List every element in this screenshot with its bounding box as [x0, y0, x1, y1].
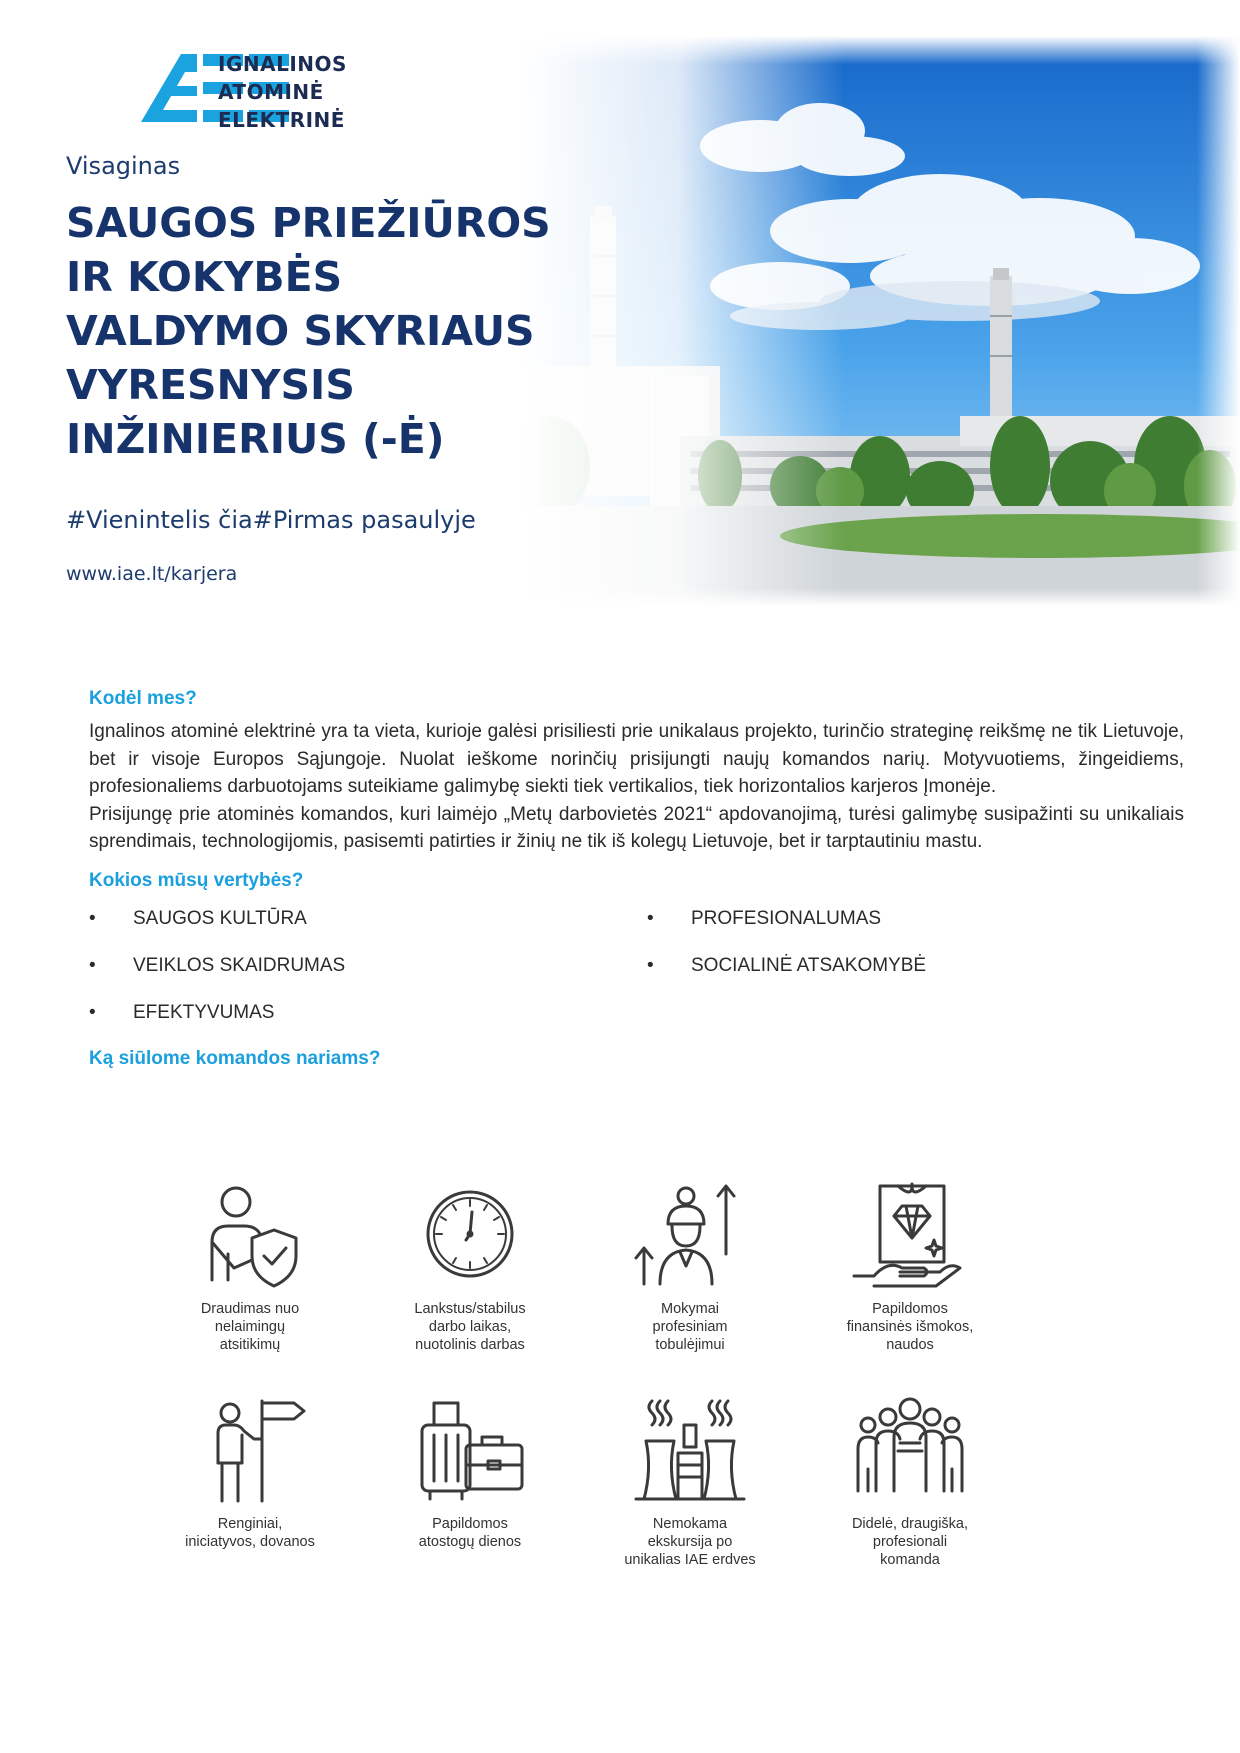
- benefit-label-line: komanda: [880, 1552, 940, 1568]
- team-icon: [850, 1395, 970, 1505]
- benefit-label: [590, 1515, 790, 1569]
- benefit-label-line: Nemokama: [652, 1516, 728, 1532]
- why-us-paragraph: Prisijungę prie atominės komandos, kuri laimėjo „Metų darbovietės 2021“ apdovanojimą, turėsi galimybę susipažinti su unikaliais sprendimais, technologijomis, pasisemti patirties ir žinių ne tik iš kolegų Lietuvoje, bet ir tarptautiniu mastu.: [89, 803, 1184, 852]
- training-icon: [630, 1180, 750, 1290]
- benefit-item: [810, 1180, 1010, 1354]
- benefit-label-line: atostogų dienos: [418, 1534, 522, 1550]
- hashtag: #Vienintelis čia#Pirmas pasaulyje: [66, 506, 476, 534]
- benefit-label-line: Lankstus/stabilus: [414, 1301, 526, 1317]
- bullet: •: [89, 1001, 96, 1023]
- benefit-label-line: Papildomos: [872, 1301, 948, 1317]
- bullet: •: [647, 907, 654, 929]
- benefit-label-line: atsitikimų: [219, 1337, 281, 1353]
- why-us-heading: Kodėl mes?: [89, 688, 197, 709]
- job-title: [66, 196, 586, 466]
- benefit-item: [370, 1395, 570, 1551]
- luggage-icon: [410, 1395, 530, 1505]
- logo-wordmark: [218, 50, 347, 134]
- logo-line: ELEKTRINĖ: [218, 108, 345, 132]
- value-item-label: PROFESIONALUMAS: [691, 907, 882, 929]
- benefit-label: [810, 1300, 1010, 1354]
- value-item-label: SAUGOS KULTŪRA: [133, 907, 307, 929]
- benefit-item: [370, 1180, 570, 1354]
- benefit-label: [370, 1515, 570, 1551]
- job-title-line: VYRESNYSIS: [66, 361, 355, 409]
- hero-section: [0, 0, 1240, 610]
- logo-line: IGNALINOS: [218, 52, 347, 76]
- benefit-item: [810, 1395, 1010, 1569]
- benefit-label-line: Didelė, draugiška,: [851, 1516, 969, 1532]
- benefit-label-line: naudos: [886, 1337, 934, 1353]
- values-heading: Kokios mūsų vertybės?: [89, 869, 304, 891]
- values-list: [89, 896, 1184, 1046]
- benefit-item: [590, 1395, 790, 1569]
- benefit-label-line: tobulėjimui: [655, 1337, 725, 1353]
- bullet: •: [89, 907, 96, 929]
- benefit-label-line: darbo laikas,: [428, 1319, 512, 1335]
- benefit-label-line: Draudimas nuo: [200, 1301, 300, 1317]
- benefit-item: [590, 1180, 790, 1354]
- clock-icon: [410, 1180, 530, 1290]
- benefits-grid: [150, 1180, 1050, 1610]
- value-item-label: VEIKLOS SKAIDRUMAS: [133, 954, 346, 976]
- power-plant-icon: [630, 1395, 750, 1505]
- benefit-label-line: ekskursija po: [647, 1534, 733, 1550]
- benefit-label-line: profesiniam: [652, 1319, 728, 1335]
- value-item-label: EFEKTYVUMAS: [133, 1001, 275, 1023]
- main-content: [89, 688, 1184, 1070]
- benefit-label-line: Mokymai: [660, 1301, 719, 1317]
- offer-heading: Ką siūlome komandos nariams?: [89, 1047, 381, 1069]
- city-label: Visaginas: [66, 152, 181, 180]
- benefit-label-line: finansinės išmokos,: [846, 1319, 974, 1335]
- benefit-label-line: unikalias IAE erdves: [624, 1552, 756, 1568]
- benefit-label: [150, 1300, 350, 1354]
- benefit-label-line: profesionali: [872, 1534, 948, 1550]
- bullet: •: [647, 954, 654, 976]
- benefit-label-line: nelaimingų: [214, 1319, 286, 1335]
- job-title-line: INŽINIERIUS (-Ė): [66, 415, 445, 463]
- benefit-label-line: Renginiai,: [217, 1516, 283, 1532]
- value-item-label: SOCIALINĖ ATSAKOMYBĖ: [691, 954, 927, 976]
- benefit-item: [150, 1180, 350, 1354]
- logo-line: ATOMINĖ: [218, 80, 324, 104]
- benefit-label: [590, 1300, 790, 1354]
- benefit-label-line: nuotolinis darbas: [415, 1337, 525, 1353]
- bullet: •: [89, 954, 96, 976]
- career-url[interactable]: www.iae.lt/karjera: [66, 563, 238, 585]
- insurance-icon: [190, 1180, 310, 1290]
- benefit-label: [810, 1515, 1010, 1569]
- flag-person-icon: [190, 1395, 310, 1505]
- benefit-label: [370, 1300, 570, 1354]
- job-title-line: SAUGOS PRIEŽIŪROS: [66, 199, 551, 247]
- power-plant-photo: [520, 36, 1240, 606]
- gift-icon: [850, 1180, 970, 1290]
- job-title-line: IR KOKYBĖS: [66, 253, 343, 301]
- job-title-line: VALDYMO SKYRIAUS: [66, 307, 535, 355]
- why-us-paragraph: Ignalinos atominė elektrinė yra ta vieta, kurioje galėsi prisiliesti prie unikalaus projekto, turinčio strateginę reikšmę ne tik Lietuvoje, bet ir visoje Europos Sąjungoje. Nuolat ieškome norinčių prisijungti naujų komandos narių. Motyvuotiems, žingeidiems, profesionaliems darbuotojams suteikiame galimybę siekti tiek vertikalios, tiek horizontalios karjeros Įmonėje.: [89, 721, 1184, 797]
- benefit-label-line: iniciatyvos, dovanos: [185, 1534, 315, 1550]
- benefit-label: [150, 1515, 350, 1551]
- benefit-label-line: Papildomos: [432, 1516, 508, 1532]
- benefit-item: [150, 1395, 350, 1551]
